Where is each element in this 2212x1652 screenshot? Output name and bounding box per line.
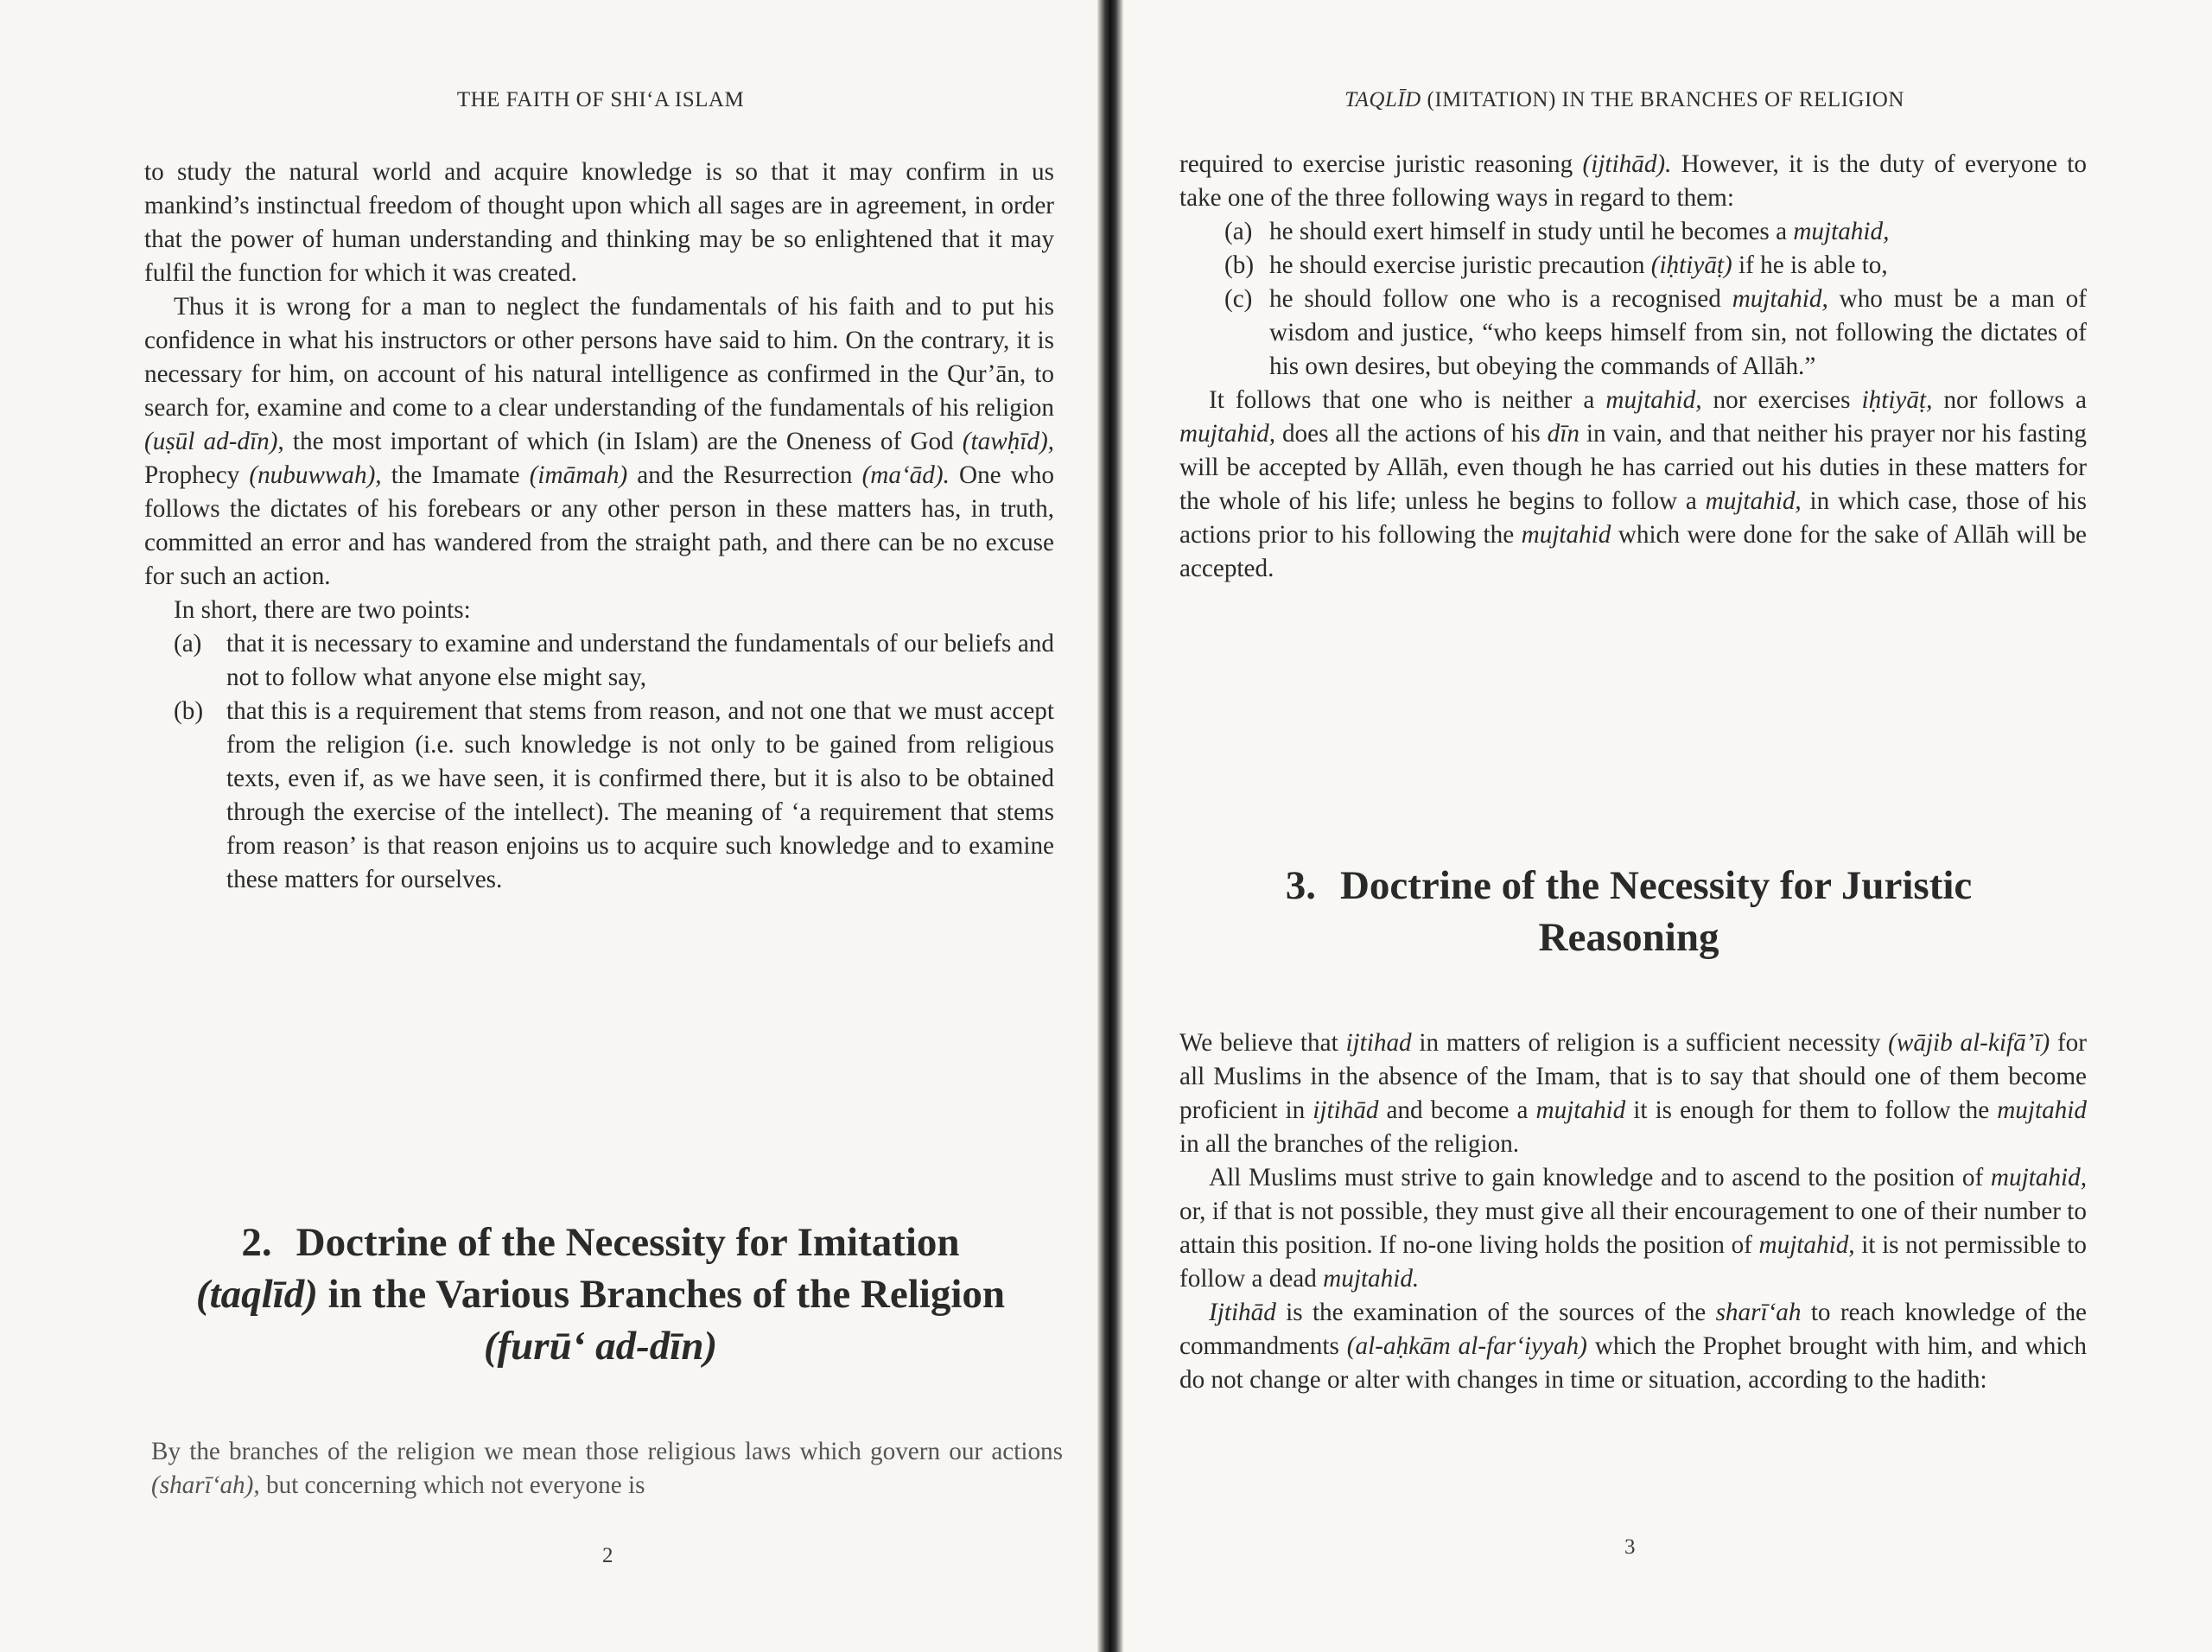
page-number-left: 2: [602, 1544, 613, 1567]
list-item: (c) he should follow one who is a recognised mujtahid, who must be a man of wisdom and justice, “who keeps himself from sin, not following the dictates of his own desires, but obeying the commands of Allāh.”: [1179, 283, 2087, 384]
section-heading-2: [130, 1217, 1071, 1372]
list-marker: (c): [1224, 285, 1253, 313]
list-marker: (b): [1224, 251, 1255, 279]
heading-line: (furū‘ ad-dīn): [483, 1324, 718, 1369]
list-marker: (a): [1224, 218, 1253, 245]
left-page: [0, 0, 1097, 1652]
list-item-text: that this is a requirement that stems from reason, and not one that we must accept from the religion (i.e. such knowledge is not only to be gained from religious texts, even if, as we have seen, it is confirmed there, but it is also to be obtained through the exercise of the intellect). The meaning of ‘a requirement that stems from reason’ is that reason enjoins us to acquire such knowledge and to examine these matters for ourselves.: [226, 697, 1054, 893]
page-number-right: 3: [1624, 1535, 1636, 1559]
list-item: (a) he should exert himself in study until he becomes a mujtahid,: [1179, 215, 2087, 249]
heading-line: 2. Doctrine of the Necessity for Imitation: [241, 1220, 960, 1265]
list-item: (b) he should exercise juristic precaution (iḥtiyāṭ) if he is able to,: [1179, 249, 2087, 283]
list-marker: (a): [174, 630, 202, 658]
paragraph: required to exercise juristic reasoning (ijtihād). However, it is the duty of everyone to take one of the three following ways in regard to them:: [1179, 150, 2087, 212]
list-item: [174, 627, 1054, 695]
paragraph: Ijtihād is the examination of the sources of the sharī‘ah to reach knowledge of the commandments (al-aḥkām al-far‘iyyah) which the Prophet brought with him, and which do not change or alter with changes in time or situation, according to the hadith:: [1179, 1299, 2088, 1394]
paragraph: In short, there are two points:: [174, 596, 471, 624]
left-body-bottom: [151, 1435, 1063, 1503]
heading-number: 2.: [241, 1220, 272, 1265]
paragraph: By the branches of the religion we mean those religious laws which govern our actions (sharī‘ah), but concerning which not everyone is: [151, 1438, 1063, 1499]
heading-number: 3.: [1285, 863, 1316, 908]
right-body-bottom: [1179, 1026, 2087, 1397]
running-head-left: THE FAITH OF SHI‘A ISLAM: [456, 88, 745, 111]
paragraph: All Muslims must strive to gain knowledge and to ascend to the position of mujtahid, or, if that is not possible, they must give all their encouragement to one of their number to attain this position. If no-one living holds the position of mujtahid, it is not permissible to follow a dead mujtahid.: [1179, 1164, 2087, 1293]
paragraph: to study the natural world and acquire knowledge is so that it may confirm in us mankind’s instinctual freedom of thought upon which all sages are in agreement, in order that the power of human understanding and thinking may be so enlightened that it may fulfil the function for which it was created.: [144, 158, 1054, 287]
book-gutter: [1097, 0, 1123, 1652]
paragraph: Thus it is wrong for a man to neglect the fundamentals of his faith and to put his confidence in what his instructors or other persons have said to him. On the contrary, it is necessary for him, on account of his natural intelligence as confirmed in the Qur’ān, to search for, examine and come to a clear understanding of the fundamentals of his religion (uṣūl ad-dīn), the most important of which (in Islam) are the Oneness of God (tawḥīd), Prophecy (nubuwwah), the Imamate (imāmah) and the Resurrection (ma‘ād). One who follows the dictates of his forebears or any other person in these matters has, in truth, committed an error and has wandered from the straight path, and there can be no excuse for such an action.: [144, 293, 1054, 590]
heading-line: (taqlīd) in the Various Branches of the Religion: [195, 1272, 1006, 1317]
section-heading-3: [1158, 860, 2100, 963]
paragraph: It follows that one who is neither a mujtahid, nor exercises iḥtiyāṭ, nor follows a mujtahid, does all the actions of his dīn in vain, and that neither his prayer nor his fasting will be accepted by Allāh, even though he has carried out his duties in these matters for the whole of his life; unless he begins to follow a mujtahid, in which case, those of his actions prior to his following the mujtahid which were done for the sake of Allāh will be accepted.: [1179, 386, 2087, 582]
heading-line: Reasoning: [1538, 915, 1719, 960]
paragraph: We believe that ijtihad in matters of religion is a sufficient necessity (wājib al-kifā’ī) for all Muslims in the absence of the Imam, that is to say that should one of them become proficient in ijtihād and become a mujtahid it is enough for them to follow the mujtahid in all the branches of the religion.: [1179, 1029, 2087, 1158]
list-item: [174, 695, 1054, 897]
running-head-right: TAQLĪD (IMITATION) IN THE BRANCHES OF RELIGION: [1344, 88, 1904, 111]
left-body-top: [144, 156, 1054, 897]
list-item-text: that it is necessary to examine and understand the fundamentals of our beliefs and not to follow what anyone else might say,: [226, 630, 1054, 691]
right-body-top: [1179, 148, 2087, 586]
right-page: [1123, 0, 2212, 1652]
heading-line: 3. Doctrine of the Necessity for Juristic: [1285, 863, 1973, 908]
list-marker: (b): [174, 697, 204, 725]
